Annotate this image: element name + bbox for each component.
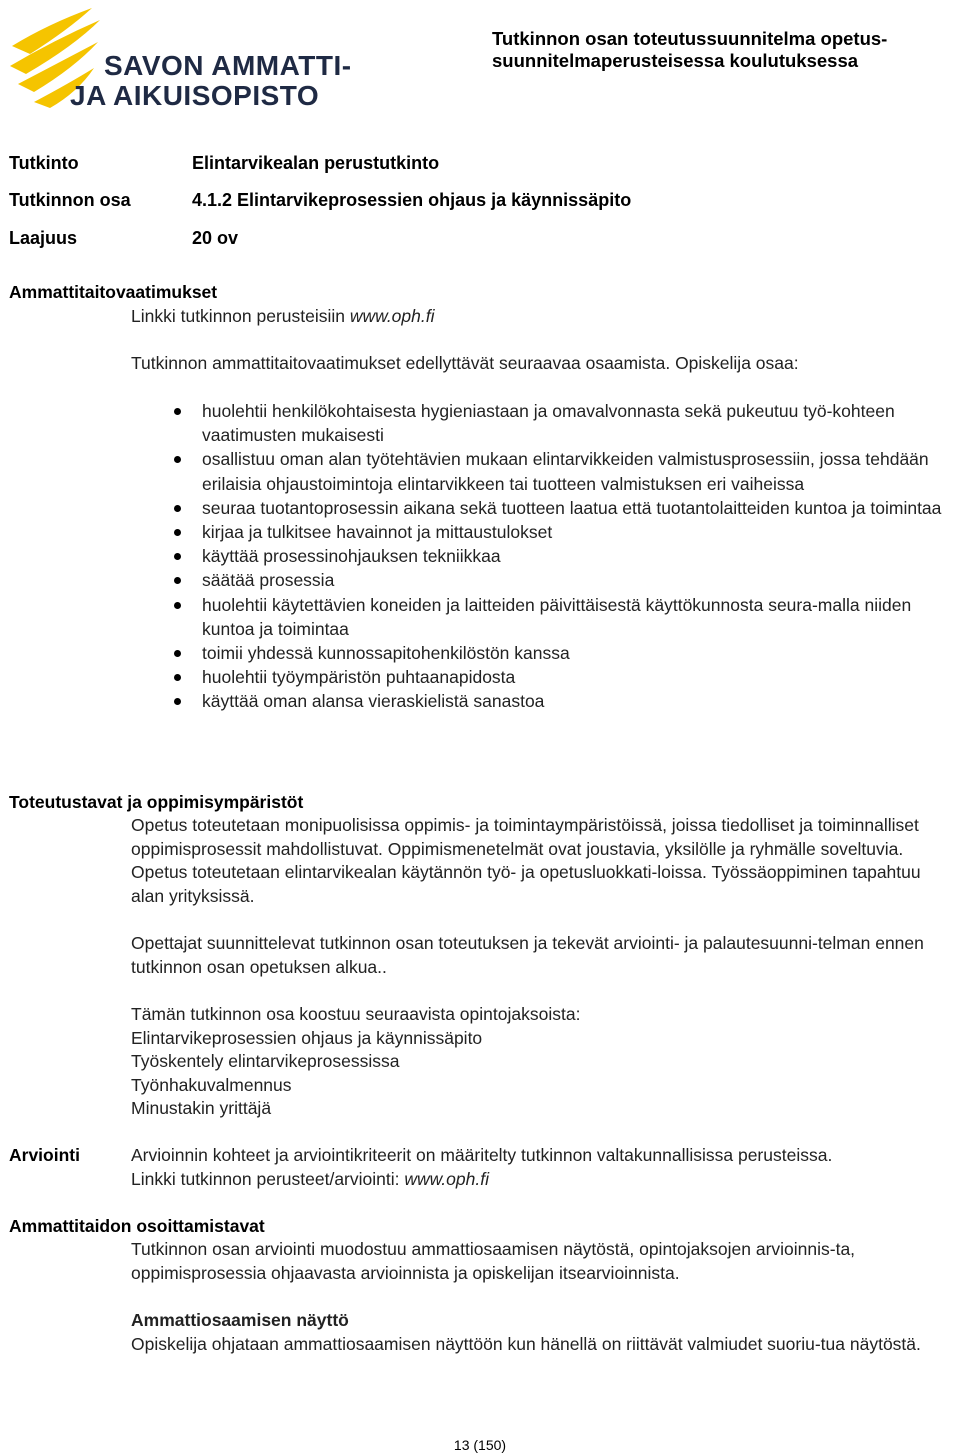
meta-value-tutkinnon-osa: 4.1.2 Elintarvikeprosessien ohjaus ja käynnissäpito: [192, 190, 632, 210]
document-title: Tutkinnon osan toteutussuunnitelma opetus-suunnitelmaperusteisessa koulutuksessa: [492, 28, 888, 71]
logo-line1: SAVON AMMATTI-: [104, 50, 352, 81]
list-item: käyttää oman alansa vieraskielistä sanastoa: [168, 689, 960, 713]
bullet-icon: [174, 505, 181, 512]
bullet-icon: [174, 674, 181, 681]
course-item: Työnhakuvalmennus: [131, 1074, 292, 1095]
list-item: osallistuu oman alan työtehtävien mukaan elintarvikkeiden valmistusprosessiin, jossa tehdään erilaisia ohjaustoimintoja elintarvikkeen tai tuotteen valmistuksen eri vaiheissa: [168, 447, 960, 495]
meta-value-laajuus: 20 ov: [192, 228, 239, 248]
section-heading-toteutustavat: Toteutustavat ja oppimisympäristöt: [9, 792, 304, 812]
meta-label-tutkinnon-osa: Tutkinnon osa: [9, 190, 131, 210]
oph-link-prefix: Linkki tutkinnon perusteisiin: [131, 306, 350, 326]
meta-label-tutkinto: Tutkinto: [9, 153, 79, 173]
meta-label-laajuus: Laajuus: [9, 228, 78, 248]
section-heading-arviointi: Arviointi: [9, 1145, 80, 1165]
logo-line2: JA AIKUISOPISTO: [70, 80, 320, 111]
toteutustavat-paragraph: Opetus toteutetaan monipuolisissa oppimis- ja toimintaympäristöissä, joissa tiedolliset ja toiminnalliset oppimisprosessit mahdollistuvat. Oppimismenetelmät ovat joustavia, yksilölle ja ryhmälle soveltuvia. Opetus toteutetaan elintarvikealan käytännön työ- ja opetusluokkati-loissa. Työssäoppiminen tapahtuu alan yrityksissä.: [131, 815, 921, 906]
bullet-icon: [174, 456, 181, 463]
arviointi-text: Arvioinnin kohteet ja arviointikriteerit on määritelty tutkinnon valtakunnallisissa perusteissa.: [131, 1145, 833, 1165]
osoittamistavat-text: Tutkinnon osan arviointi muodostuu ammattiosaamisen näytöstä, opintojaksojen arvioinnis-ta, oppimisprosessia ohjaavasta arvioinnista ja opiskelijan itsearvioinnista.: [131, 1239, 856, 1283]
courses-intro: Tämän tutkinnon osa koostuu seuraavista opintojaksoista:: [131, 1004, 581, 1024]
list-item: käyttää prosessinohjauksen tekniikkaa: [168, 544, 960, 568]
arviointi-link-prefix: Linkki tutkinnon perusteet/arviointi:: [131, 1169, 405, 1189]
course-item: Työskentely elintarvikeprosessissa: [131, 1051, 400, 1072]
requirements-list: [168, 399, 960, 714]
section-heading-osoittamistavat: Ammattitaidon osoittamistavat: [9, 1216, 265, 1236]
list-item: toimii yhdessä kunnossapitohenkilöstön kanssa: [168, 641, 960, 665]
course-item: Minustakin yrittäjä: [131, 1098, 272, 1119]
arviointi-link-line: [131, 1168, 957, 1192]
list-item: säätää prosessia: [168, 568, 960, 592]
bullet-icon: [174, 553, 181, 560]
opettajat-paragraph: Opettajat suunnittelevat tutkinnon osan toteutuksen ja tekevät arviointi- ja palautesuunni-telman ennen tutkinnon osan opetuksen alkua..: [131, 933, 924, 977]
bullet-icon: [174, 698, 181, 705]
bullet-icon: [174, 602, 181, 609]
list-item: huolehtii henkilökohtaisesta hygieniastaan ja omavalvonnasta sekä pukeutuu työ-kohteen vaatimusten mukaisesti: [168, 399, 960, 447]
section-heading-ammattitaitovaatimukset: Ammattitaitovaatimukset: [9, 282, 218, 302]
list-item: huolehtii käytettävien koneiden ja laitteiden päivittäisestä käyttökunnosta seura-malla niiden kuntoa ja toimintaa: [168, 593, 960, 641]
bullet-icon: [174, 408, 181, 415]
oph-link[interactable]: www.oph.fi: [349, 306, 435, 326]
list-item: huolehtii työympäristön puhtaanapidosta: [168, 665, 960, 689]
meta-value-tutkinto: Elintarvikealan perustutkinto: [192, 153, 440, 173]
list-item: seuraa tuotantoprosessin aikana sekä tuotteen laatua että tuotantolaitteiden kuntoa ja toimintaa: [168, 496, 960, 520]
naytto-text: Opiskelija ohjataan ammattiosaamisen näyttöön kun hänellä on riittävät valmiudet suoriu-tua näytöstä.: [131, 1334, 921, 1354]
oph-link-line: [131, 305, 957, 329]
bullet-icon: [174, 529, 181, 536]
list-item: kirjaa ja tulkitsee havainnot ja mittaustulokset: [168, 520, 960, 544]
bullet-icon: [174, 650, 181, 657]
page-number: 13 (150): [453, 1437, 507, 1453]
course-item: Elintarvikeprosessien ohjaus ja käynnissäpito: [131, 1027, 483, 1048]
requirements-intro: Tutkinnon ammattitaitovaatimukset edellyttävät seuraavaa osaamista. Opiskelija osaa:: [131, 353, 799, 373]
courses-block: [131, 1003, 580, 1121]
naytto-subheading: Ammattiosaamisen näyttö: [131, 1310, 349, 1330]
bullet-icon: [174, 577, 181, 584]
arviointi-oph-link[interactable]: www.oph.fi: [404, 1169, 489, 1189]
